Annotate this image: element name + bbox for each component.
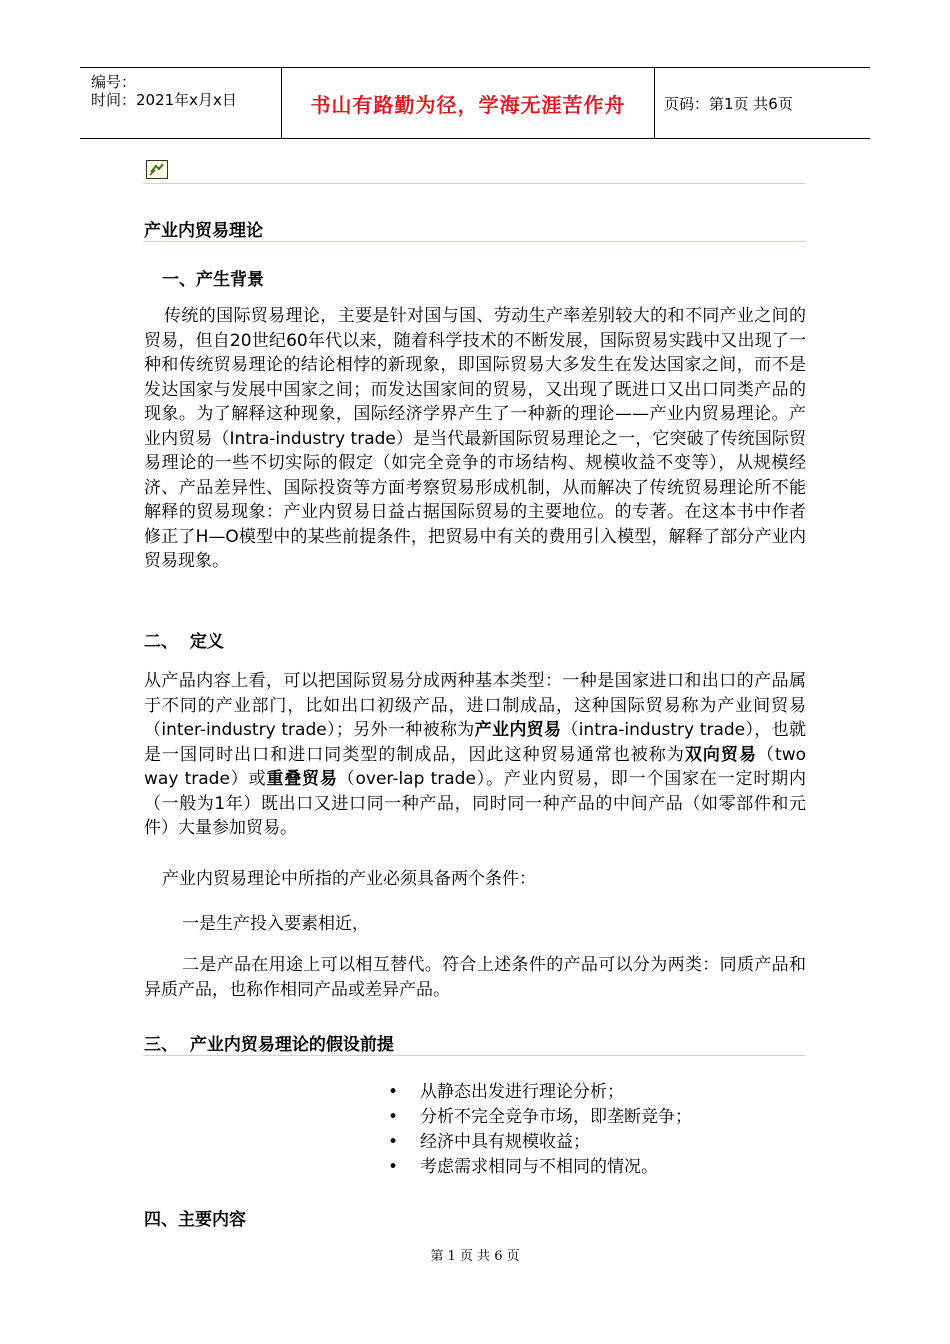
list-item: • 考虑需求相同与不相同的情况。 [388, 1155, 692, 1180]
header-motto-cell [281, 68, 655, 138]
list-item: • 分析不完全竞争市场，即垄断竞争； [388, 1105, 692, 1130]
section-heading-assumptions: 三、 产业内贸易理论的假设前提 [144, 1035, 394, 1055]
bullet-icon: • [388, 1157, 399, 1177]
definition-text-4: （over-lap trade）。产业内贸易，即一个国家在一定时期内（一般为1年）既出口又进口同一种产品，同时同一种产品的中间产品（如零部件和元件）大量参加贸易。 [144, 769, 806, 838]
assumptions-list [388, 1080, 692, 1180]
header-page-label: 页码：第1页 共6页 [664, 94, 793, 113]
condition-1: 一是生产投入要素相近， [182, 914, 369, 934]
list-item: • 经济中具有规模收益； [388, 1130, 692, 1155]
doc-time-label: 时间：2021年x月x日 [91, 91, 237, 109]
bullet-icon: • [388, 1082, 399, 1102]
section-background-paragraph: 传统的国际贸易理论，主要是针对国与国、劳动生产率差别较大的和不同产业之间的贸易，但自20世纪60年代以来，随着科学技术的不断发展，国际贸易实践中又出现了一种和传统贸易理论的结论相悖的新现象，即国际贸易大多发生在发达国家之间，而不是发达国家与发展中国家之间；而发达国家间的贸易，又出现了既进口又出口同类产品的现象。为了解释这种现象，国际经济学界产生了一种新的理论——产业内贸易理论。产业内贸易（Intra-industry trade）是当代最新国际贸易理论之一，它突破了传统国际贸易理论的一些不切实际的假定（如完全竞争的市场结构、规模收益不变等），从规模经济、产品差异性、国际投资等方面考察贸易形成机制，从而解决了传统贸易理论所不能解释的贸易现象：产业内贸易日益占据国际贸易的主要地位。的专著。在这本书中作者修正了H—O模型中的某些前提条件，把贸易中有关的费用引入模型，解释了部分产业内贸易现象。 [144, 306, 806, 571]
header-motto: 书山有路勤为径，学海无涯苦作舟 [310, 92, 626, 117]
term-intra-industry-trade: 产业内贸易 [474, 720, 562, 740]
bullet-icon: • [388, 1132, 399, 1152]
definition-paragraph [144, 669, 806, 841]
divider [143, 1055, 806, 1056]
section-heading-main-content: 四、主要内容 [144, 1210, 246, 1230]
bullet-icon: • [388, 1107, 399, 1127]
header-left-cell [80, 68, 281, 138]
document-link-icon[interactable] [146, 160, 168, 179]
conditions-intro: 产业内贸易理论中所指的产业必须具备两个条件： [162, 869, 536, 889]
list-item: • 从静态出发进行理论分析； [388, 1080, 692, 1105]
divider [143, 183, 806, 184]
doc-number-label: 编号： [91, 73, 137, 91]
term-overlap-trade: 重叠贸易 [266, 769, 338, 789]
condition-2: 二是产品在用途上可以相互替代。符合上述条件的产品可以分为两类：同质产品和异质产品，也称作相同产品或差异产品。 [144, 955, 806, 1000]
divider [143, 241, 806, 242]
definition-text-2: （intra-industry trade），也就是一国同时出口和进口同类型的制成品，因此这种贸易通常也被称为 [144, 720, 806, 765]
page-header [80, 67, 870, 139]
section-heading-definition: 二、 定义 [144, 632, 224, 652]
definition-text-3: （two way trade）或 [144, 744, 806, 789]
header-page-cell [664, 68, 870, 138]
term-two-way-trade: 双向贸易 [684, 744, 757, 765]
doc-title: 产业内贸易理论 [144, 221, 263, 241]
page-footer: 第 1 页 共 6 页 [430, 1249, 520, 1264]
section-heading-background: 一、产生背景 [162, 270, 264, 290]
definition-text-1: 从产品内容上看，可以把国际贸易分成两种基本类型：一种是国家进口和出口的产品属于不同的产业部门，比如出口初级产品，进口制成品，这种国际贸易称为产业间贸易（inter-industry trade）；另外一种被称为 [144, 671, 806, 740]
